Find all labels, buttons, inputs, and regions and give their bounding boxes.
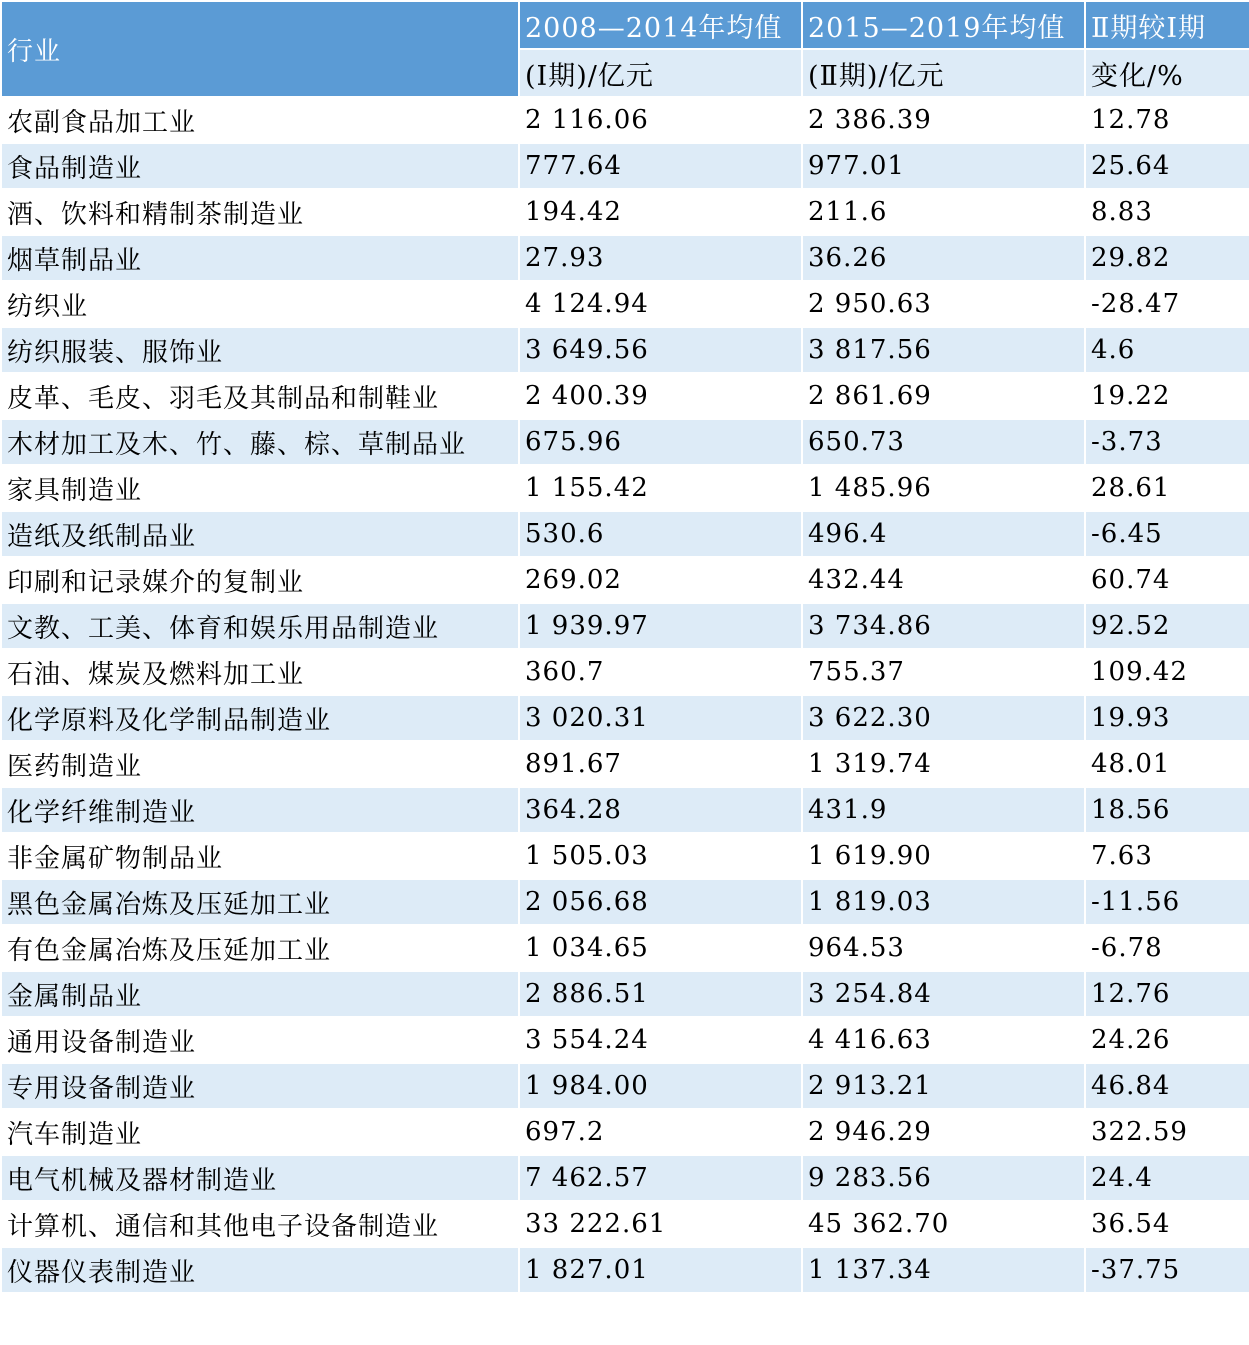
period1-value-cell: 777.64 bbox=[519, 143, 802, 189]
table-row bbox=[1, 695, 1249, 741]
period1-value-cell: 2 400.39 bbox=[519, 373, 802, 419]
change-percent-cell: -6.45 bbox=[1085, 511, 1249, 557]
industry-cell: 非金属矿物制品业 bbox=[1, 833, 519, 879]
period2-value-cell: 9 283.56 bbox=[802, 1155, 1085, 1201]
table-row bbox=[1, 741, 1249, 787]
industry-cell: 烟草制品业 bbox=[1, 235, 519, 281]
industry-cell: 医药制造业 bbox=[1, 741, 519, 787]
table-body bbox=[1, 97, 1249, 1293]
change-percent-cell: 19.93 bbox=[1085, 695, 1249, 741]
period1-value-cell: 27.93 bbox=[519, 235, 802, 281]
period1-value-cell: 2 886.51 bbox=[519, 971, 802, 1017]
change-percent-cell: 19.22 bbox=[1085, 373, 1249, 419]
industry-cell: 金属制品业 bbox=[1, 971, 519, 1017]
industry-cell: 黑色金属冶炼及压延加工业 bbox=[1, 879, 519, 925]
period1-value-cell: 1 827.01 bbox=[519, 1247, 802, 1293]
industry-cell: 通用设备制造业 bbox=[1, 1017, 519, 1063]
period2-value-cell: 1 319.74 bbox=[802, 741, 1085, 787]
period2-value-cell: 45 362.70 bbox=[802, 1201, 1085, 1247]
period1-value-cell: 3 554.24 bbox=[519, 1017, 802, 1063]
period2-value-cell: 1 619.90 bbox=[802, 833, 1085, 879]
header-change-unit: 变化/% bbox=[1085, 49, 1249, 97]
table-row bbox=[1, 97, 1249, 143]
change-percent-cell: 18.56 bbox=[1085, 787, 1249, 833]
industry-cell: 文教、工美、体育和娱乐用品制造业 bbox=[1, 603, 519, 649]
header-period1-unit: (Ⅰ期)/亿元 bbox=[519, 49, 802, 97]
change-percent-cell: 92.52 bbox=[1085, 603, 1249, 649]
header-industry: 行业 bbox=[1, 1, 519, 97]
change-percent-cell: 60.74 bbox=[1085, 557, 1249, 603]
industry-cell: 纺织业 bbox=[1, 281, 519, 327]
period1-value-cell: 2 116.06 bbox=[519, 97, 802, 143]
change-percent-cell: 109.42 bbox=[1085, 649, 1249, 695]
industry-cell: 汽车制造业 bbox=[1, 1109, 519, 1155]
period2-value-cell: 3 817.56 bbox=[802, 327, 1085, 373]
change-percent-cell: 28.61 bbox=[1085, 465, 1249, 511]
period2-value-cell: 1 485.96 bbox=[802, 465, 1085, 511]
table-row bbox=[1, 373, 1249, 419]
change-percent-cell: 29.82 bbox=[1085, 235, 1249, 281]
table-row bbox=[1, 281, 1249, 327]
change-percent-cell: 48.01 bbox=[1085, 741, 1249, 787]
period1-value-cell: 33 222.61 bbox=[519, 1201, 802, 1247]
period1-value-cell: 530.6 bbox=[519, 511, 802, 557]
period1-value-cell: 7 462.57 bbox=[519, 1155, 802, 1201]
table-row bbox=[1, 465, 1249, 511]
industry-cell: 化学纤维制造业 bbox=[1, 787, 519, 833]
industry-cell: 石油、煤炭及燃料加工业 bbox=[1, 649, 519, 695]
industry-cell: 造纸及纸制品业 bbox=[1, 511, 519, 557]
period1-value-cell: 1 984.00 bbox=[519, 1063, 802, 1109]
period1-value-cell: 697.2 bbox=[519, 1109, 802, 1155]
table-row bbox=[1, 419, 1249, 465]
table-row bbox=[1, 1063, 1249, 1109]
period1-value-cell: 269.02 bbox=[519, 557, 802, 603]
industry-cell: 食品制造业 bbox=[1, 143, 519, 189]
period1-value-cell: 1 034.65 bbox=[519, 925, 802, 971]
table-row bbox=[1, 787, 1249, 833]
change-percent-cell: 12.78 bbox=[1085, 97, 1249, 143]
table-row bbox=[1, 327, 1249, 373]
period2-value-cell: 2 913.21 bbox=[802, 1063, 1085, 1109]
industry-cell: 化学原料及化学制品制造业 bbox=[1, 695, 519, 741]
period2-value-cell: 2 950.63 bbox=[802, 281, 1085, 327]
table-row bbox=[1, 1017, 1249, 1063]
change-percent-cell: 322.59 bbox=[1085, 1109, 1249, 1155]
change-percent-cell: 46.84 bbox=[1085, 1063, 1249, 1109]
period1-value-cell: 1 939.97 bbox=[519, 603, 802, 649]
period2-value-cell: 1 137.34 bbox=[802, 1247, 1085, 1293]
period1-value-cell: 360.7 bbox=[519, 649, 802, 695]
industry-cell: 皮革、毛皮、羽毛及其制品和制鞋业 bbox=[1, 373, 519, 419]
industry-cell: 印刷和记录媒介的复制业 bbox=[1, 557, 519, 603]
change-percent-cell: -37.75 bbox=[1085, 1247, 1249, 1293]
table-row bbox=[1, 235, 1249, 281]
table-row bbox=[1, 511, 1249, 557]
period2-value-cell: 964.53 bbox=[802, 925, 1085, 971]
header-period2-title: 2015—2019年均值 bbox=[802, 1, 1085, 49]
change-percent-cell: 24.26 bbox=[1085, 1017, 1249, 1063]
table-row bbox=[1, 1155, 1249, 1201]
table-row bbox=[1, 1201, 1249, 1247]
period1-value-cell: 891.67 bbox=[519, 741, 802, 787]
period2-value-cell: 2 861.69 bbox=[802, 373, 1085, 419]
table-row bbox=[1, 649, 1249, 695]
period1-value-cell: 3 649.56 bbox=[519, 327, 802, 373]
period2-value-cell: 755.37 bbox=[802, 649, 1085, 695]
header-row-top bbox=[1, 1, 1249, 49]
change-percent-cell: 24.4 bbox=[1085, 1155, 1249, 1201]
change-percent-cell: -11.56 bbox=[1085, 879, 1249, 925]
period2-value-cell: 211.6 bbox=[802, 189, 1085, 235]
table-row bbox=[1, 1247, 1249, 1293]
table-header bbox=[1, 1, 1249, 97]
period1-value-cell: 3 020.31 bbox=[519, 695, 802, 741]
period1-value-cell: 675.96 bbox=[519, 419, 802, 465]
period1-value-cell: 4 124.94 bbox=[519, 281, 802, 327]
table-row bbox=[1, 189, 1249, 235]
change-percent-cell: 36.54 bbox=[1085, 1201, 1249, 1247]
change-percent-cell: -6.78 bbox=[1085, 925, 1249, 971]
table-row bbox=[1, 143, 1249, 189]
table-row bbox=[1, 603, 1249, 649]
industry-cell: 木材加工及木、竹、藤、棕、草制品业 bbox=[1, 419, 519, 465]
period1-value-cell: 194.42 bbox=[519, 189, 802, 235]
industry-cell: 计算机、通信和其他电子设备制造业 bbox=[1, 1201, 519, 1247]
period2-value-cell: 431.9 bbox=[802, 787, 1085, 833]
period2-value-cell: 3 734.86 bbox=[802, 603, 1085, 649]
industry-cell: 农副食品加工业 bbox=[1, 97, 519, 143]
header-period1-title: 2008—2014年均值 bbox=[519, 1, 802, 49]
industry-cell: 电气机械及器材制造业 bbox=[1, 1155, 519, 1201]
industry-cell: 专用设备制造业 bbox=[1, 1063, 519, 1109]
change-percent-cell: 7.63 bbox=[1085, 833, 1249, 879]
industry-cell: 酒、饮料和精制茶制造业 bbox=[1, 189, 519, 235]
period2-value-cell: 432.44 bbox=[802, 557, 1085, 603]
period1-value-cell: 364.28 bbox=[519, 787, 802, 833]
header-period2-unit: (Ⅱ期)/亿元 bbox=[802, 49, 1085, 97]
period1-value-cell: 2 056.68 bbox=[519, 879, 802, 925]
change-percent-cell: 4.6 bbox=[1085, 327, 1249, 373]
table-row bbox=[1, 557, 1249, 603]
change-percent-cell: 8.83 bbox=[1085, 189, 1249, 235]
period2-value-cell: 650.73 bbox=[802, 419, 1085, 465]
industry-cell: 仪器仪表制造业 bbox=[1, 1247, 519, 1293]
period2-value-cell: 36.26 bbox=[802, 235, 1085, 281]
period2-value-cell: 3 254.84 bbox=[802, 971, 1085, 1017]
change-percent-cell: -28.47 bbox=[1085, 281, 1249, 327]
period2-value-cell: 3 622.30 bbox=[802, 695, 1085, 741]
period1-value-cell: 1 505.03 bbox=[519, 833, 802, 879]
period1-value-cell: 1 155.42 bbox=[519, 465, 802, 511]
table-row bbox=[1, 879, 1249, 925]
industry-cell: 有色金属冶炼及压延加工业 bbox=[1, 925, 519, 971]
period2-value-cell: 496.4 bbox=[802, 511, 1085, 557]
table-row bbox=[1, 925, 1249, 971]
period2-value-cell: 4 416.63 bbox=[802, 1017, 1085, 1063]
industry-cell: 家具制造业 bbox=[1, 465, 519, 511]
period2-value-cell: 2 386.39 bbox=[802, 97, 1085, 143]
change-percent-cell: 12.76 bbox=[1085, 971, 1249, 1017]
change-percent-cell: 25.64 bbox=[1085, 143, 1249, 189]
period2-value-cell: 977.01 bbox=[802, 143, 1085, 189]
period2-value-cell: 2 946.29 bbox=[802, 1109, 1085, 1155]
period2-value-cell: 1 819.03 bbox=[802, 879, 1085, 925]
table-row bbox=[1, 971, 1249, 1017]
table-row bbox=[1, 1109, 1249, 1155]
industry-cell: 纺织服装、服饰业 bbox=[1, 327, 519, 373]
table-row bbox=[1, 833, 1249, 879]
header-change-title: Ⅱ期较Ⅰ期 bbox=[1085, 1, 1249, 49]
change-percent-cell: -3.73 bbox=[1085, 419, 1249, 465]
